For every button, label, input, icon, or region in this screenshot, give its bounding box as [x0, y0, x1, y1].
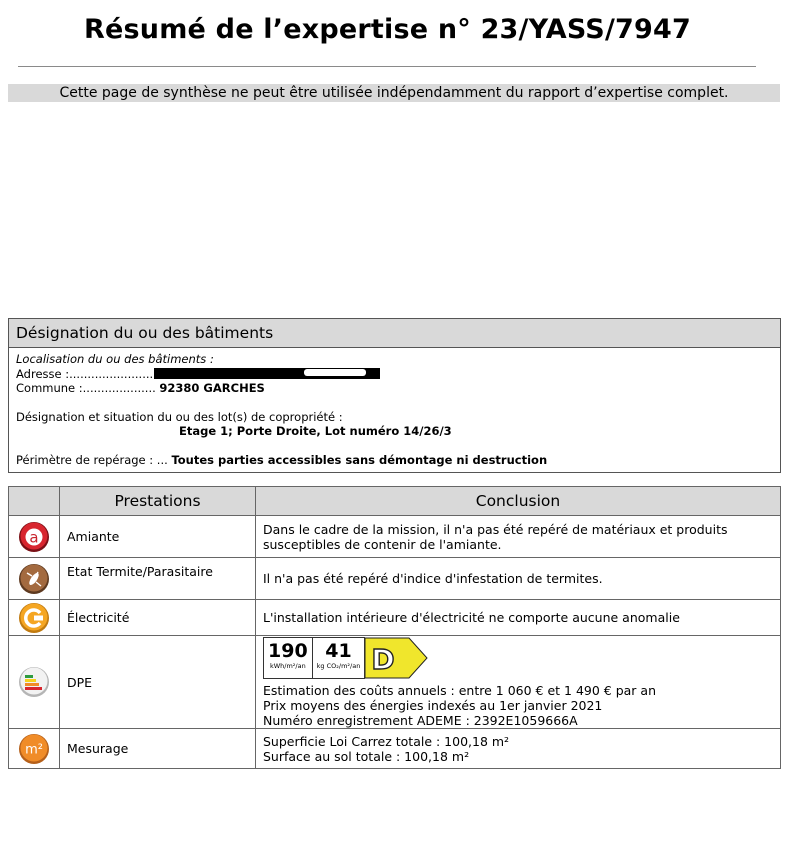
header-conclusion: Conclusion — [256, 487, 781, 516]
prestation-conclusion: Dans le cadre de la mission, il n'a pas été repéré de matériaux et produits susceptibles de contenir de l'amiante. — [256, 516, 781, 558]
dpe-class-arrow — [365, 636, 429, 680]
dpe-ges-unit: kg CO₂/m²/an — [316, 662, 361, 670]
title-divider — [18, 66, 756, 67]
prestation-name: Électricité — [60, 600, 256, 636]
dpe-label-badge — [263, 636, 773, 680]
prestations-table — [8, 486, 781, 769]
dpe-line: Estimation des coûts annuels : entre 1 060 € et 1 490 € par an — [263, 683, 657, 698]
commune-value: 92380 GARCHES — [159, 381, 265, 395]
electricite-icon — [18, 602, 50, 634]
table-header-row — [9, 487, 781, 516]
dpe-energy-value: 190 — [268, 640, 308, 662]
table-row — [9, 600, 781, 636]
lot-label: Désignation et situation du ou des lot(s) de copropriété : — [16, 409, 343, 424]
designation-header: Désignation du ou des bâtiments — [9, 319, 780, 348]
termite-icon — [18, 563, 50, 595]
prestation-name: DPE — [60, 636, 256, 729]
perimetre-value: Toutes parties accessibles sans démontage ni destruction — [171, 452, 548, 467]
amiante-icon — [18, 521, 50, 553]
prestation-conclusion: L'installation intérieure d'électricité ne comporte aucune anomalie — [256, 600, 781, 636]
notice-banner: Cette page de synthèse ne peut être utilisée indépendamment du rapport d’expertise complet. — [8, 84, 780, 102]
prestation-name: Amiante — [60, 516, 256, 558]
page-title: Résumé de l’expertise n° 23/YASS/7947 — [84, 14, 691, 45]
svg-text:m²: m² — [25, 742, 43, 757]
table-row — [9, 729, 781, 769]
perimetre-label: Périmètre de repérage : ... — [16, 452, 168, 467]
dpe-class-letter: D — [371, 643, 395, 676]
lot-value: Etage 1; Porte Droite, Lot numéro 14/26/3 — [179, 424, 452, 438]
prestation-name: Mesurage — [60, 729, 256, 769]
table-row — [9, 558, 781, 600]
dpe-line: Prix moyens des énergies indexés au 1er janvier 2021 — [263, 698, 603, 713]
dpe-icon — [18, 666, 50, 698]
commune-label: Commune :.................... — [16, 381, 156, 395]
mesurage-line: Surface au sol totale : 100,18 m² — [263, 748, 470, 764]
header-prestations: Prestations — [60, 487, 256, 516]
svg-text:a: a — [29, 528, 39, 546]
table-row — [9, 636, 781, 729]
redacted-address — [154, 368, 380, 379]
dpe-energy-unit: kWh/m²/an — [269, 662, 306, 670]
prestation-name: Etat Termite/Parasitaire — [60, 558, 256, 600]
designation-box — [8, 318, 781, 473]
header-icon-cell — [9, 487, 60, 516]
table-row — [9, 516, 781, 558]
dpe-ges-value: 41 — [325, 640, 352, 662]
dpe-line: Numéro enregistrement ADEME : 2392E1059666A — [263, 713, 578, 728]
prestation-conclusion: Il n'a pas été repéré d'indice d'infestation de termites. — [256, 558, 781, 600]
mesurage-icon — [18, 733, 50, 765]
localisation-label: Localisation du ou des bâtiments : — [16, 352, 214, 366]
adresse-label: Adresse :....................... — [16, 366, 154, 381]
mesurage-line: Superficie Loi Carrez totale : 100,18 m² — [263, 733, 510, 749]
